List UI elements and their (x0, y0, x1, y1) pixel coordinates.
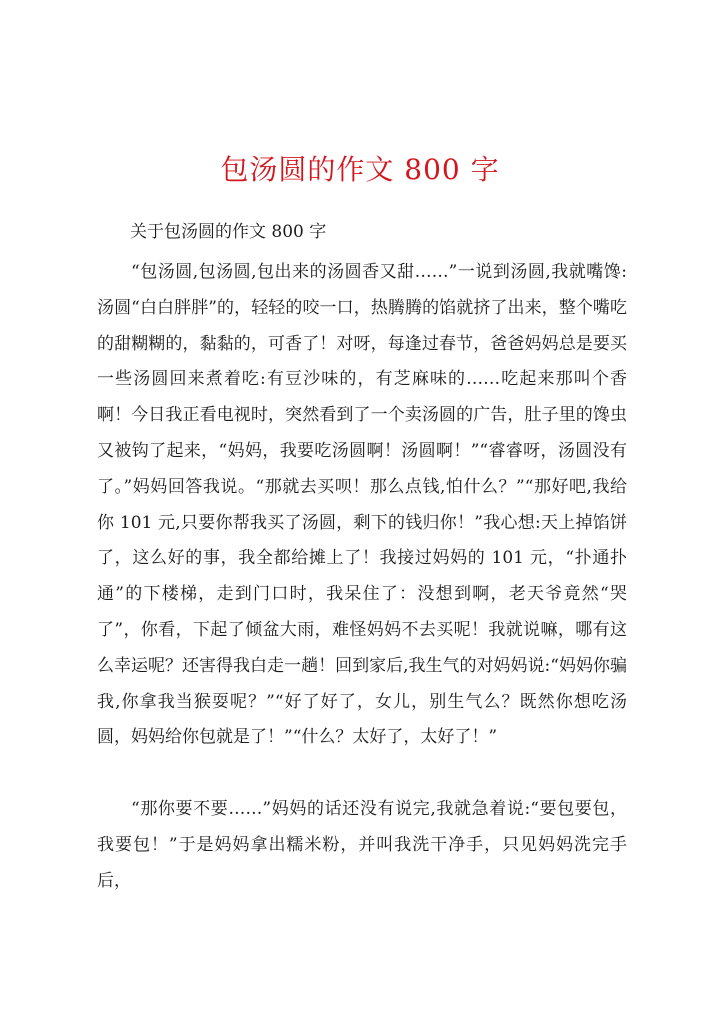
document-body (97, 255, 627, 899)
document-subtitle: 关于包汤圆的作文 800 字 (130, 222, 327, 242)
document-title: 包汤圆的作文 800 字 (220, 153, 500, 186)
paragraph: “那你要不要……”妈妈的话还没有说完,我就急着说:“要包要包，我要包！”于是妈妈拿出糯米粉，并叫我洗干净手，只见妈妈洗完手后， (97, 798, 627, 891)
paragraph: “包汤圆,包汤圆,包出来的汤圆香又甜……”一说到汤圆,我就嘴馋:汤圆“白白胖胖”的，轻轻的咬一口，热腾腾的馅就挤了出来，整个嘴吃的甜糊糊的，黏黏的，可香了！对呀，每逢过春节，爸爸妈妈总是要买一些汤圆回来煮着吃:有豆沙味的，有芝麻味的……吃起来那叫个香啊！今日我正看电视时，突然看到了一个卖汤圆的广告，肚子里的馋虫又被钩了起来，“妈妈，我要吃汤圆啊！汤圆啊！”“睿睿呀，汤圆没有了。”妈妈回答我说。“那就去买呗！那么点钱,怕什么？”“那好吧,我给你 101 元,只要你帮我买了汤圆，剩下的钱归你！”我心想:天上掉馅饼了，这么好的事，我全都给摊上了！我接过妈妈的 101 元，“扑通扑通”的下楼梯，走到门口时，我呆住了：没想到啊，老天爷竟然“哭了”，你看，下起了倾盆大雨，难怪妈妈不去买呢！我就说嘛，哪有这么幸运呢？还害得我白走一趟！回到家后,我生气的对妈妈说:“妈妈你骗我,你拿我当猴耍呢？”“好了好了，女儿，别生气么？既然你想吃汤圆，妈妈给你包就是了！”“什么？太好了，太好了！” (97, 262, 627, 748)
